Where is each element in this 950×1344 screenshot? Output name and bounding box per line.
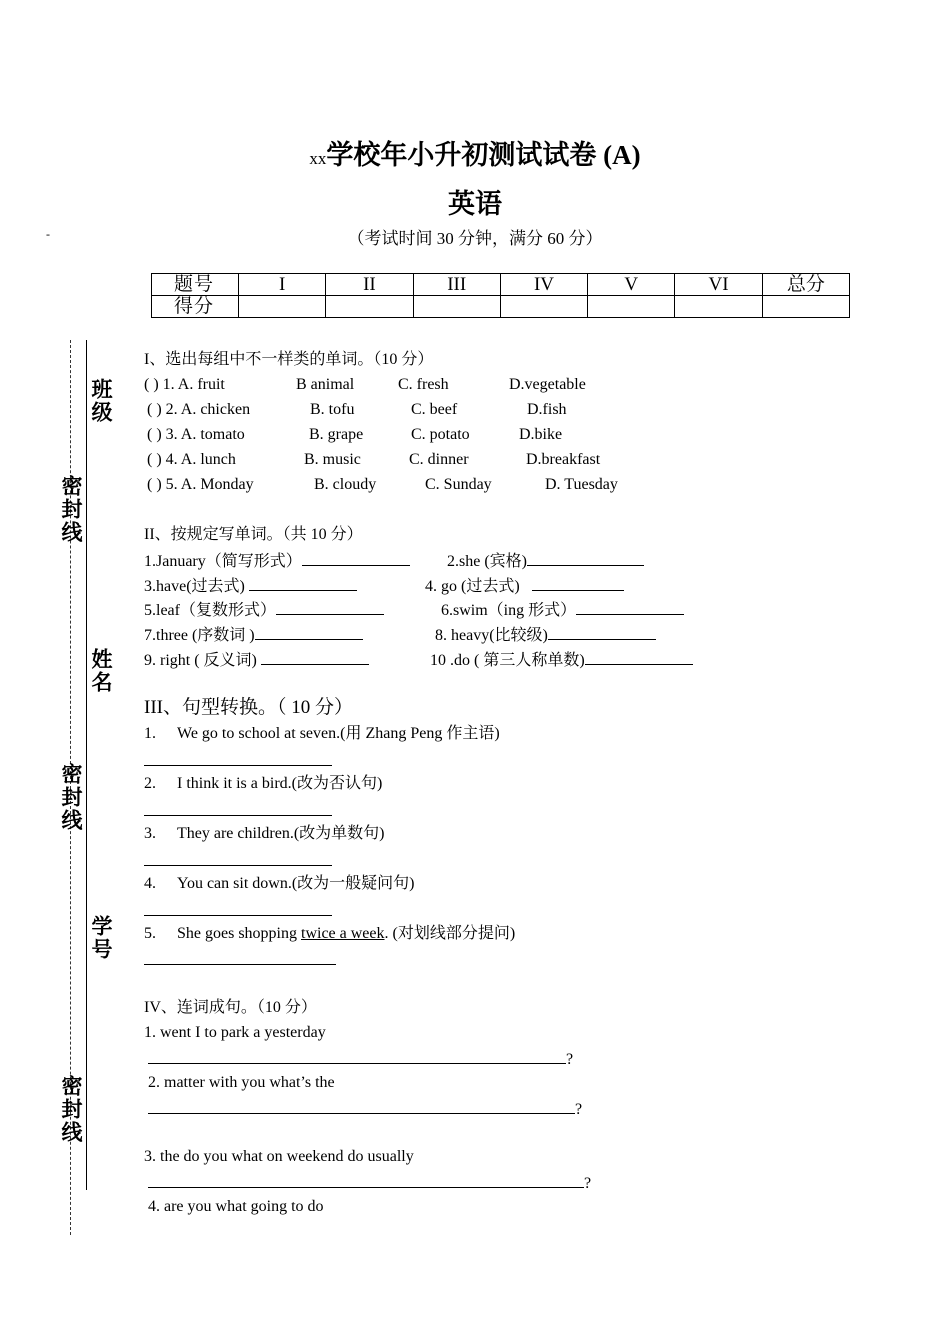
answer-blank[interactable] [249, 576, 357, 591]
word-prompt: 7.three (序数词 ) [144, 627, 255, 644]
col-total: 总分 [762, 274, 849, 296]
score-cell[interactable] [588, 296, 675, 318]
answer-line[interactable] [144, 765, 332, 766]
item-text-post: . (对划线部分提问) [384, 925, 516, 942]
option-a: ( ) 2. A. chicken [147, 401, 251, 418]
col-v: V [588, 274, 675, 296]
score-table-header-row [152, 274, 850, 296]
option-b: B. tofu [310, 401, 355, 418]
item-text: You can sit down.(改为一般疑问句) [177, 875, 415, 892]
word-prompt: 4. go (过去式) [425, 578, 520, 595]
word-prompt: 1.January（简写形式） [144, 553, 302, 570]
title-main: 学校年小升初测试试卷 (A) [326, 140, 641, 170]
word-prompt: 10 .do ( 第三人称单数) [430, 652, 585, 669]
student-id-label: 学号 [89, 915, 113, 961]
item-number: 4. [144, 875, 156, 892]
answer-blank[interactable] [527, 551, 644, 566]
score-cell[interactable] [500, 296, 587, 318]
word-item [144, 551, 410, 571]
word-item [441, 600, 684, 620]
option-b: B. music [304, 451, 361, 468]
option-c: C. dinner [409, 451, 469, 468]
answer-blank[interactable] [548, 625, 656, 640]
word-prompt: 2.she (宾格) [447, 553, 527, 570]
tick-mark: - [46, 227, 50, 241]
answer-blank[interactable] [532, 576, 624, 591]
col-ii: II [326, 274, 413, 296]
word-item [430, 650, 693, 670]
word-prompt: 9. right ( 反义词) [144, 652, 257, 669]
score-cell[interactable] [239, 296, 326, 318]
option-a: ( ) 3. A. tomato [147, 426, 245, 443]
transform-item [144, 875, 415, 893]
section1-heading: I、选出每组中不一样类的单词。（10 分） [144, 351, 434, 368]
option-c: C. fresh [398, 376, 449, 393]
option-c: C. beef [411, 401, 458, 418]
word-item [144, 576, 357, 596]
section2-heading: II、按规定写单词。（共 10 分） [144, 526, 363, 543]
scrambled-words: 1. went I to park a yesterday [144, 1024, 326, 1041]
word-item [447, 551, 644, 571]
option-d: D.vegetable [509, 376, 586, 393]
seal-line-label: 密封线 [59, 1075, 83, 1144]
option-b: B animal [296, 376, 355, 393]
item-text-pre: She goes shopping [177, 925, 301, 942]
col-iv: IV [500, 274, 587, 296]
option-d: D.breakfast [526, 451, 601, 468]
option-c: C. Sunday [425, 476, 492, 493]
item-number: 3. [144, 825, 156, 842]
word-prompt: 6.swim（ing 形式） [441, 602, 577, 619]
section3-heading: III、句型转换。（ 10 分） [144, 697, 353, 718]
item-number: 1. [144, 725, 156, 742]
title-prefix: xx [309, 149, 327, 168]
option-d: D. Tuesday [545, 476, 618, 493]
item-text: We go to school at seven.(用 Zhang Peng 作主语) [177, 725, 500, 742]
score-cell[interactable] [675, 296, 762, 318]
answer-blank[interactable] [148, 1049, 566, 1064]
option-d: D.fish [527, 401, 567, 418]
score-cell[interactable] [762, 296, 849, 318]
score-cell[interactable] [326, 296, 413, 318]
score-cell[interactable] [413, 296, 500, 318]
answer-blank[interactable] [276, 600, 384, 615]
transform-item [144, 725, 500, 743]
end-mark: ? [575, 1101, 583, 1118]
answer-blank[interactable] [302, 551, 410, 566]
word-prompt: 8. heavy(比较级) [435, 627, 548, 644]
option-b: B. cloudy [314, 476, 377, 493]
option-a: ( ) 1. A. fruit [144, 376, 225, 393]
score-table-score-row [152, 296, 850, 318]
answer-row [148, 1099, 582, 1119]
name-label: 姓名 [89, 648, 113, 694]
answer-line[interactable] [144, 865, 332, 866]
subject-title: 英语 [448, 189, 502, 219]
answer-blank[interactable] [148, 1099, 575, 1114]
scrambled-words: 3. the do you what on weekend do usually [144, 1148, 414, 1165]
item-number: 2. [144, 775, 156, 792]
item-number: 5. [144, 925, 156, 942]
item-text-underlined: twice a week [301, 925, 385, 942]
word-prompt: 5.leaf（复数形式） [144, 602, 276, 619]
transform-item [144, 825, 385, 843]
option-d: D.bike [519, 426, 563, 443]
col-iii: III [413, 274, 500, 296]
transform-item [144, 775, 382, 793]
answer-line[interactable] [144, 915, 332, 916]
col-i: I [239, 274, 326, 296]
row-label-score: 得分 [152, 296, 239, 318]
seal-line-label: 密封线 [59, 475, 83, 544]
answer-blank[interactable] [576, 600, 684, 615]
item-text: They are children.(改为单数句) [177, 825, 385, 842]
row-label-question: 题号 [152, 274, 239, 296]
time-note: （考试时间 30 分钟，满分 60 分） [347, 229, 603, 248]
end-mark: ? [566, 1051, 574, 1068]
word-item [144, 625, 363, 645]
scrambled-words: 2. matter with you what’s the [148, 1074, 335, 1091]
section4-heading: IV、连词成句。（10 分） [144, 999, 317, 1016]
word-item [144, 600, 384, 620]
option-c: C. potato [411, 426, 470, 443]
class-label: 班级 [89, 378, 113, 424]
answer-row [148, 1049, 573, 1069]
option-b: B. grape [309, 426, 364, 443]
word-item [425, 576, 624, 596]
word-item [435, 625, 656, 645]
transform-item [144, 925, 515, 943]
answer-blank[interactable] [148, 1173, 584, 1188]
answer-blank[interactable] [261, 650, 369, 665]
seal-line-label: 密封线 [59, 763, 83, 832]
word-prompt: 3.have(过去式) [144, 578, 245, 595]
answer-line[interactable] [144, 815, 332, 816]
answer-blank[interactable] [585, 650, 693, 665]
option-a: ( ) 5. A. Monday [147, 476, 254, 493]
col-vi: VI [675, 274, 762, 296]
option-a: ( ) 4. A. lunch [147, 451, 236, 468]
answer-blank[interactable] [255, 625, 363, 640]
end-mark: ? [584, 1175, 592, 1192]
scrambled-words: 4. are you what going to do [148, 1198, 324, 1215]
item-text: I think it is a bird.(改为否认句) [177, 775, 383, 792]
binding-solid-line [86, 340, 87, 1190]
page-title [0, 133, 950, 172]
score-table [151, 273, 850, 318]
answer-line[interactable] [144, 964, 336, 965]
word-item [144, 650, 369, 670]
answer-row [148, 1173, 591, 1193]
